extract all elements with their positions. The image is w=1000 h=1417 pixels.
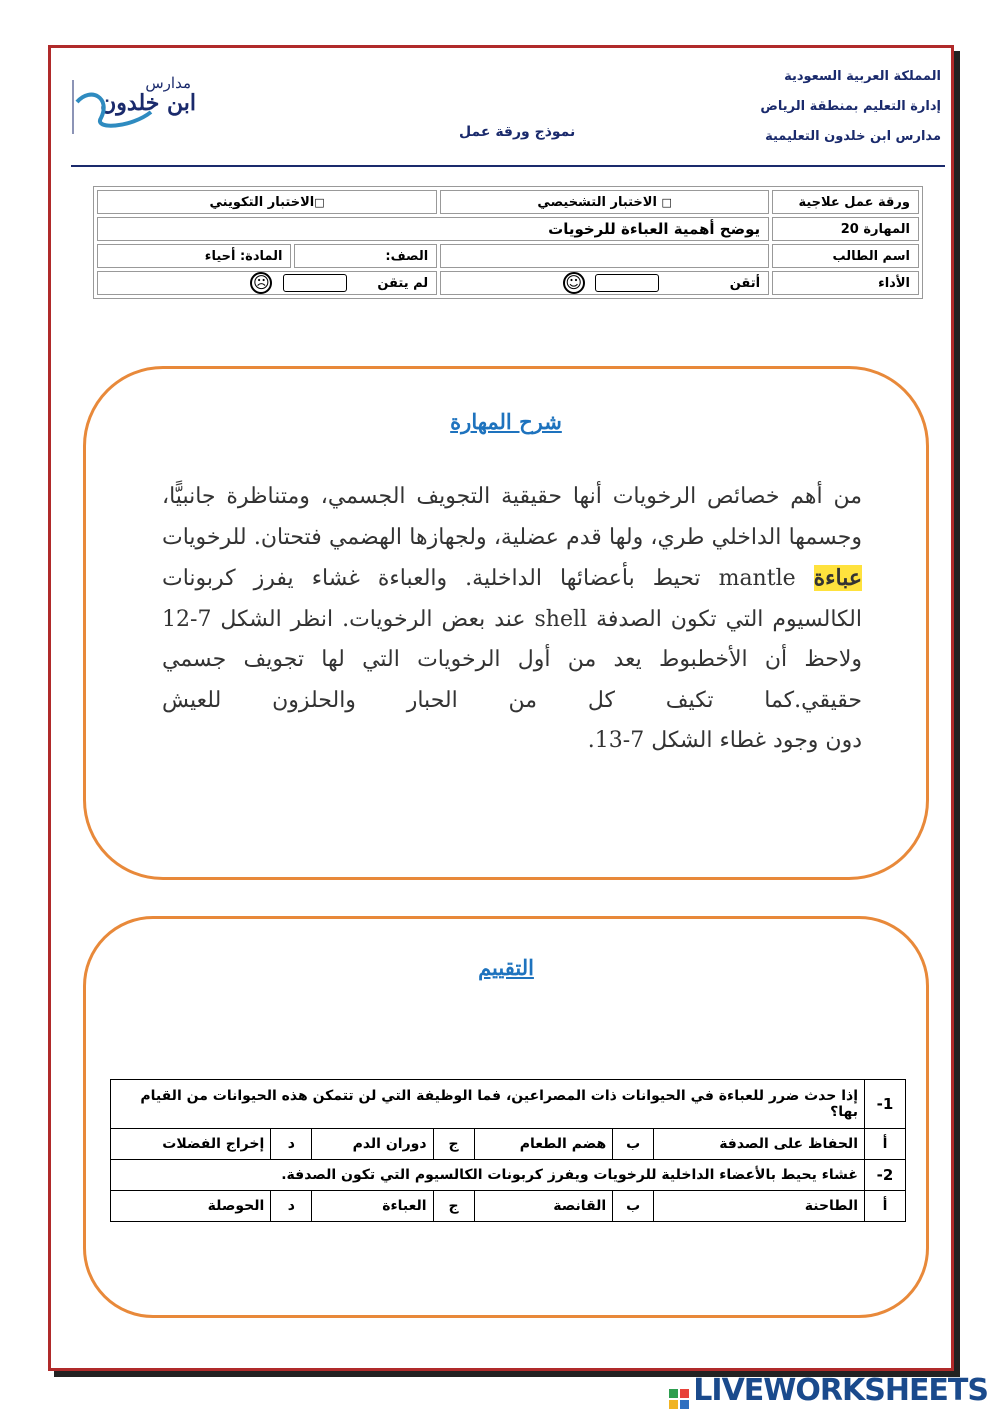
option-text[interactable]: القانصة xyxy=(474,1191,613,1222)
school-logo xyxy=(71,68,201,138)
diagnostic-label: الاختبار التشخيصي xyxy=(537,194,657,210)
not-mastered-label: لم يتقن xyxy=(377,275,429,291)
smile-icon: ☺ xyxy=(563,272,585,294)
not-mastered-cell[interactable] xyxy=(97,271,437,295)
option-letter: د xyxy=(271,1191,312,1222)
skill-label: المهارة 20 xyxy=(772,217,919,241)
passage-highlight: عباءة xyxy=(813,565,862,591)
logo-text-top: مدارس xyxy=(145,74,191,92)
passage-part-2: mantle تحيط بأعضائها الداخلية. والعباءة غشاء يفرز كربونات الكالسيوم التي تكون الصدفة shell عند بعض الرخويات. انظر الشكل 7-12 ولاحظ أن الأخطبوط يعد من أول الرخويات التي لها تجويف جسمي حقيقي.كما تكيف كل من الحبار والحلزون للعيش xyxy=(162,566,862,713)
option-letter: د xyxy=(271,1129,312,1160)
checkbox-icon[interactable]: □ xyxy=(314,195,325,209)
sad-icon: ☹ xyxy=(250,272,272,294)
student-name-label: اسم الطالب xyxy=(772,244,919,268)
mastered-label: أتقن xyxy=(729,275,761,291)
option-text[interactable]: العباءة xyxy=(312,1191,433,1222)
formative-option[interactable] xyxy=(97,190,437,214)
question-text: إذا حدث ضرر للعباءة في الحيوانات ذات المصراعين، فما الوظيفة التي لن تتمكن هذه الحيوانات من القيام بها؟ xyxy=(111,1080,865,1129)
mastered-box[interactable] xyxy=(595,274,659,292)
option-text[interactable]: هضم الطعام xyxy=(474,1129,613,1160)
header-kingdom: المملكة العربية السعودية xyxy=(784,69,941,84)
skill-text: يوضح أهمية العباءة للرخويات xyxy=(97,217,769,241)
liveworksheets-brand xyxy=(669,1373,988,1408)
checkbox-icon[interactable]: □ xyxy=(661,195,672,209)
form-title: نموذج ورقة عمل xyxy=(459,124,576,140)
student-name-field[interactable] xyxy=(440,244,769,268)
diagnostic-option[interactable] xyxy=(440,190,769,214)
option-text[interactable]: دوران الدم xyxy=(312,1129,433,1160)
worksheet-frame xyxy=(48,45,954,1371)
performance-label: الأداء xyxy=(772,271,919,295)
info-table xyxy=(93,186,923,299)
assessment-title: التقييم xyxy=(478,955,534,980)
brand-logo-icon xyxy=(669,1382,689,1402)
header-divider xyxy=(71,165,945,167)
formative-label: الاختبار التكويني xyxy=(209,194,315,210)
option-letter: أ xyxy=(865,1191,906,1222)
option-letter: ب xyxy=(613,1191,654,1222)
header-schools: مدارس ابن خلدون التعليمية xyxy=(765,129,941,144)
passage-part-1: من أهم خصائص الرخويات أنها حقيقية التجويف الجسمي، ومتناظرة جانبيًّا، وجسمها الداخلي طري، ولها قدم عضلية، ولجهازها الهضمي فتحتان. للرخويات xyxy=(162,484,862,550)
question-row xyxy=(111,1080,906,1129)
subject-field: المادة: أحياء xyxy=(97,244,291,268)
question-text: غشاء يحيط بالأعضاء الداخلية للرخويات ويفرز كربونات الكالسيوم التي تكون الصدفة. xyxy=(111,1160,865,1191)
option-letter: ج xyxy=(433,1191,474,1222)
header-department: إدارة التعليم بمنطقة الرياض xyxy=(760,99,941,114)
explanation-passage xyxy=(162,477,862,762)
assessment-box xyxy=(83,916,929,1318)
header-institution xyxy=(760,62,941,152)
worksheet-type: ورقة عمل علاجية xyxy=(772,190,919,214)
question-row xyxy=(111,1160,906,1191)
option-text[interactable]: الحفاظ على الصدفة xyxy=(654,1129,865,1160)
option-letter: أ xyxy=(865,1129,906,1160)
option-text[interactable]: الطاحنة xyxy=(654,1191,865,1222)
logo-text-main: ابن خلدون xyxy=(100,90,196,116)
option-text[interactable]: الحوصلة xyxy=(111,1191,271,1222)
options-row xyxy=(111,1129,906,1160)
options-row xyxy=(111,1191,906,1222)
class-field[interactable]: الصف: xyxy=(294,244,437,268)
explanation-box xyxy=(83,366,929,880)
question-number: 1- xyxy=(865,1080,906,1129)
question-number: 2- xyxy=(865,1160,906,1191)
mastered-cell[interactable] xyxy=(440,271,769,295)
option-letter: ب xyxy=(613,1129,654,1160)
not-mastered-box[interactable] xyxy=(283,274,347,292)
option-letter: ج xyxy=(433,1129,474,1160)
option-text[interactable]: إخراج الفضلات xyxy=(111,1129,271,1160)
questions-table xyxy=(110,1079,906,1222)
explanation-title: شرح المهارة xyxy=(450,409,562,434)
passage-last-line: دون وجود غطاء الشكل 7-13. xyxy=(587,728,862,753)
brand-name: LIVEWORKSHEETS xyxy=(693,1373,988,1408)
